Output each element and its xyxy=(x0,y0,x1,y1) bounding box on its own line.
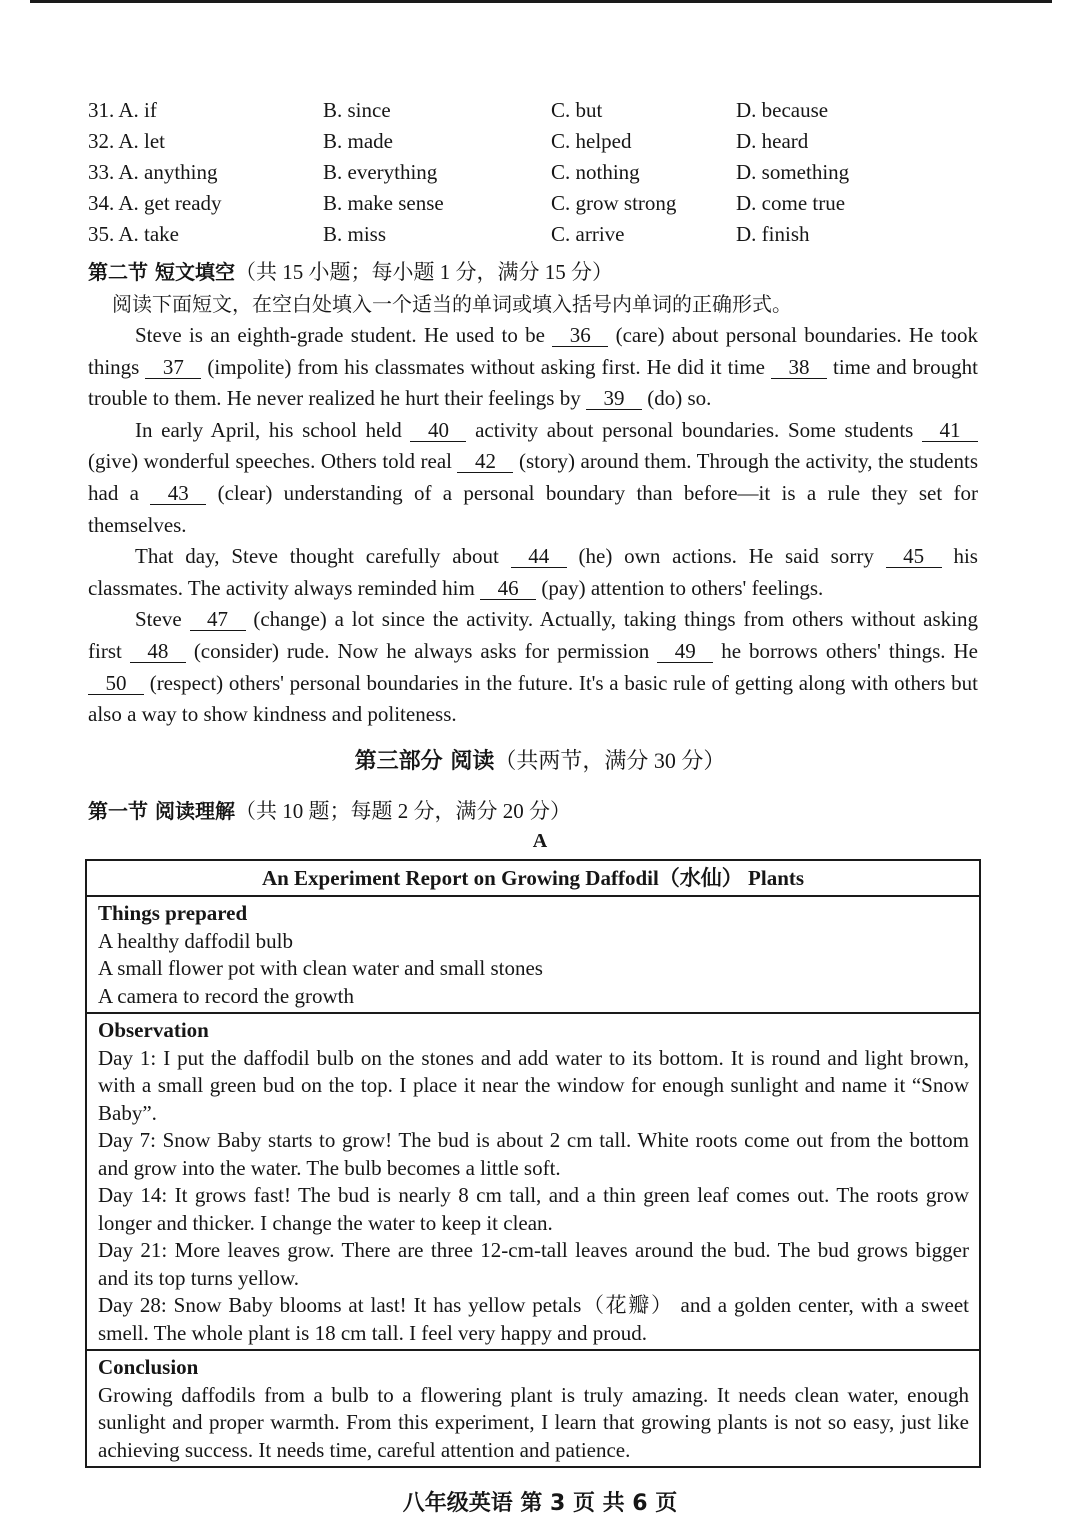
option-b: B. everything xyxy=(323,160,438,184)
option-b: B. miss xyxy=(323,222,387,246)
blank-41: 41 xyxy=(922,419,978,442)
passage-text: (respect) others' personal boundaries in the future. It's a basic rule of getting along with others but also a way to show kindness and politeness. xyxy=(88,670,978,727)
conclusion-section xyxy=(87,1351,979,1466)
option-a: 33. A. anything xyxy=(88,160,218,184)
observation-entry: Day 1: I put the daffodil bulb on the stones and add water to its bottom. It is round and light brown, with a small green bud on the top. I place it near the window for enough sunlight and name it “Snow Baby”. xyxy=(98,1045,969,1125)
prepared-heading: Things prepared xyxy=(98,901,248,925)
option-a: 32. A. let xyxy=(88,129,165,153)
passage-text: Steve xyxy=(135,607,190,632)
blank-44: 44 xyxy=(511,545,567,568)
option-c: C. arrive xyxy=(551,222,625,246)
passage-text: (he) own actions. He said sorry xyxy=(566,544,886,569)
top-border xyxy=(30,0,1052,3)
page-footer: 八年级英语 第 3 页 共 6 页 xyxy=(402,1491,678,1516)
passage-paragraph xyxy=(88,415,978,541)
prepared-item: A healthy daffodil bulb xyxy=(98,928,293,953)
section1-score: （共 10 题；每题 2 分，满分 20 分） xyxy=(234,799,571,823)
option-d: D. something xyxy=(736,160,850,184)
option-b: B. made xyxy=(323,129,393,153)
option-d: D. finish xyxy=(736,222,810,246)
blank-38: 38 xyxy=(771,356,827,379)
observation-entry: Day 14: It grows fast! The bud is nearly 8 cm tall, and a thin green leaf comes out. The roots grow longer and thicker. I change the water to keep it clean. xyxy=(98,1183,969,1235)
observation-section xyxy=(87,1014,979,1351)
cloze-passage xyxy=(88,320,978,731)
option-row-35 xyxy=(88,222,988,253)
blank-48: 48 xyxy=(130,640,186,663)
blank-37: 37 xyxy=(145,356,201,379)
option-c: C. grow strong xyxy=(551,191,677,215)
option-c: C. helped xyxy=(551,129,632,153)
passage-text: (impolite) from his classmates without asking first. He did it time xyxy=(201,354,771,379)
option-b: B. make sense xyxy=(323,191,444,215)
passage-text: (care) about personal boundaries. He took things xyxy=(88,323,979,379)
option-d: D. because xyxy=(736,98,829,122)
passage-text: (pay) attention to others' feelings. xyxy=(536,575,824,600)
report-title: An Experiment Report on Growing Daffodil（水仙） Plants xyxy=(87,861,979,897)
option-a: 34. A. get ready xyxy=(88,191,222,215)
option-row-31 xyxy=(88,98,988,129)
option-row-32 xyxy=(88,129,988,160)
option-row-34 xyxy=(88,191,988,222)
passage-text: In early April, his school held xyxy=(135,417,411,442)
conclusion-heading: Conclusion xyxy=(98,1355,199,1379)
observation-heading: Observation xyxy=(98,1018,209,1042)
prepared-item: A small flower pot with clean water and small stones xyxy=(98,956,543,980)
blank-42: 42 xyxy=(457,450,513,473)
section2-heading xyxy=(88,256,613,286)
option-c: C. but xyxy=(551,98,603,122)
section1-title: 第一节 阅读理解 xyxy=(88,799,235,823)
section1-heading xyxy=(88,795,571,825)
prepared-section xyxy=(87,897,979,1014)
passage-text: he borrows others' things. He xyxy=(713,638,978,663)
blank-39: 39 xyxy=(586,387,642,410)
blank-46: 46 xyxy=(480,577,536,600)
observation-entry: Day 7: Snow Baby starts to grow! The bud is about 2 cm tall. White roots come out from the bottom and grow into the water. The bulb becomes a little soft. xyxy=(98,1128,969,1180)
part3-score: （共两节，满分 30 分） xyxy=(494,748,726,773)
passage-text: (consider) rude. Now he always asks for permission xyxy=(185,638,658,663)
part3-title: 第三部分 阅读 xyxy=(354,749,495,774)
prepared-item: A camera to record the growth xyxy=(98,983,354,1008)
passage-paragraph xyxy=(88,541,978,604)
observation-entry: Day 21: More leaves grow. There are three 12-cm-tall leaves around the bud. The bud grows bigger and its top turns yellow. xyxy=(98,1238,969,1290)
passage-paragraph xyxy=(88,604,978,730)
blank-36: 36 xyxy=(552,324,608,347)
part3-heading xyxy=(0,744,1080,775)
blank-49: 49 xyxy=(657,640,713,663)
section2-instruction: 阅读下面短文，在空白处填入一个适当的单词或填入括号内单词的正确形式。 xyxy=(112,294,792,316)
passage-text: his classmates. The activity always reminded him xyxy=(88,544,978,600)
answer-options xyxy=(88,98,988,253)
option-d: D. heard xyxy=(736,129,809,153)
blank-50: 50 xyxy=(88,672,144,695)
experiment-report-table xyxy=(85,859,981,1468)
blank-47: 47 xyxy=(190,608,246,631)
passage-text: activity about personal boundaries. Some students xyxy=(466,417,923,442)
option-d: D. come true xyxy=(736,191,846,215)
passage-text: Steve is an eighth-grade student. He used to be xyxy=(135,323,553,347)
passage-text: (give) wonderful speeches. Others told real xyxy=(88,449,458,474)
option-b: B. since xyxy=(323,98,391,122)
option-a: 31. A. if xyxy=(88,98,157,122)
observation-entry: Day 28: Snow Baby blooms at last! It has yellow petals（花瓣） and a golden center, with a sweet smell. The whole plant is 18 cm tall. I feel very happy and proud. xyxy=(98,1293,969,1345)
blank-45: 45 xyxy=(886,545,942,568)
passage-letter: A xyxy=(532,830,548,852)
option-a: 35. A. take xyxy=(88,222,179,246)
blank-40: 40 xyxy=(410,419,466,442)
passage-text: (story) around them. Through the activity, the students had a xyxy=(88,449,979,505)
section2-title: 第二节 短文填空 xyxy=(88,260,235,284)
passage-paragraph xyxy=(88,320,978,415)
option-c: C. nothing xyxy=(551,160,640,184)
option-row-33 xyxy=(88,160,988,191)
passage-text: (clear) understanding of a personal boundary than before—it is a rule they set for themselves. xyxy=(88,480,978,537)
passage-text: (change) a lot since the activity. Actually, taking things from others without asking first xyxy=(88,607,978,663)
passage-text: That day, Steve thought carefully about xyxy=(135,544,511,569)
conclusion-text: Growing daffodils from a bulb to a flowering plant is truly amazing. It needs clean water, enough sunlight and proper warmth. From this experiment, I learn that growing plants is not so easy, just like achieving success. It needs time, careful attention and patience. xyxy=(98,1382,969,1462)
blank-43: 43 xyxy=(150,482,206,505)
passage-text: (do) so. xyxy=(641,386,712,411)
section2-score: （共 15 小题；每小题 1 分，满分 15 分） xyxy=(234,260,613,284)
passage-text: time and brought trouble to them. He never realized he hurt their feelings by xyxy=(88,354,979,411)
